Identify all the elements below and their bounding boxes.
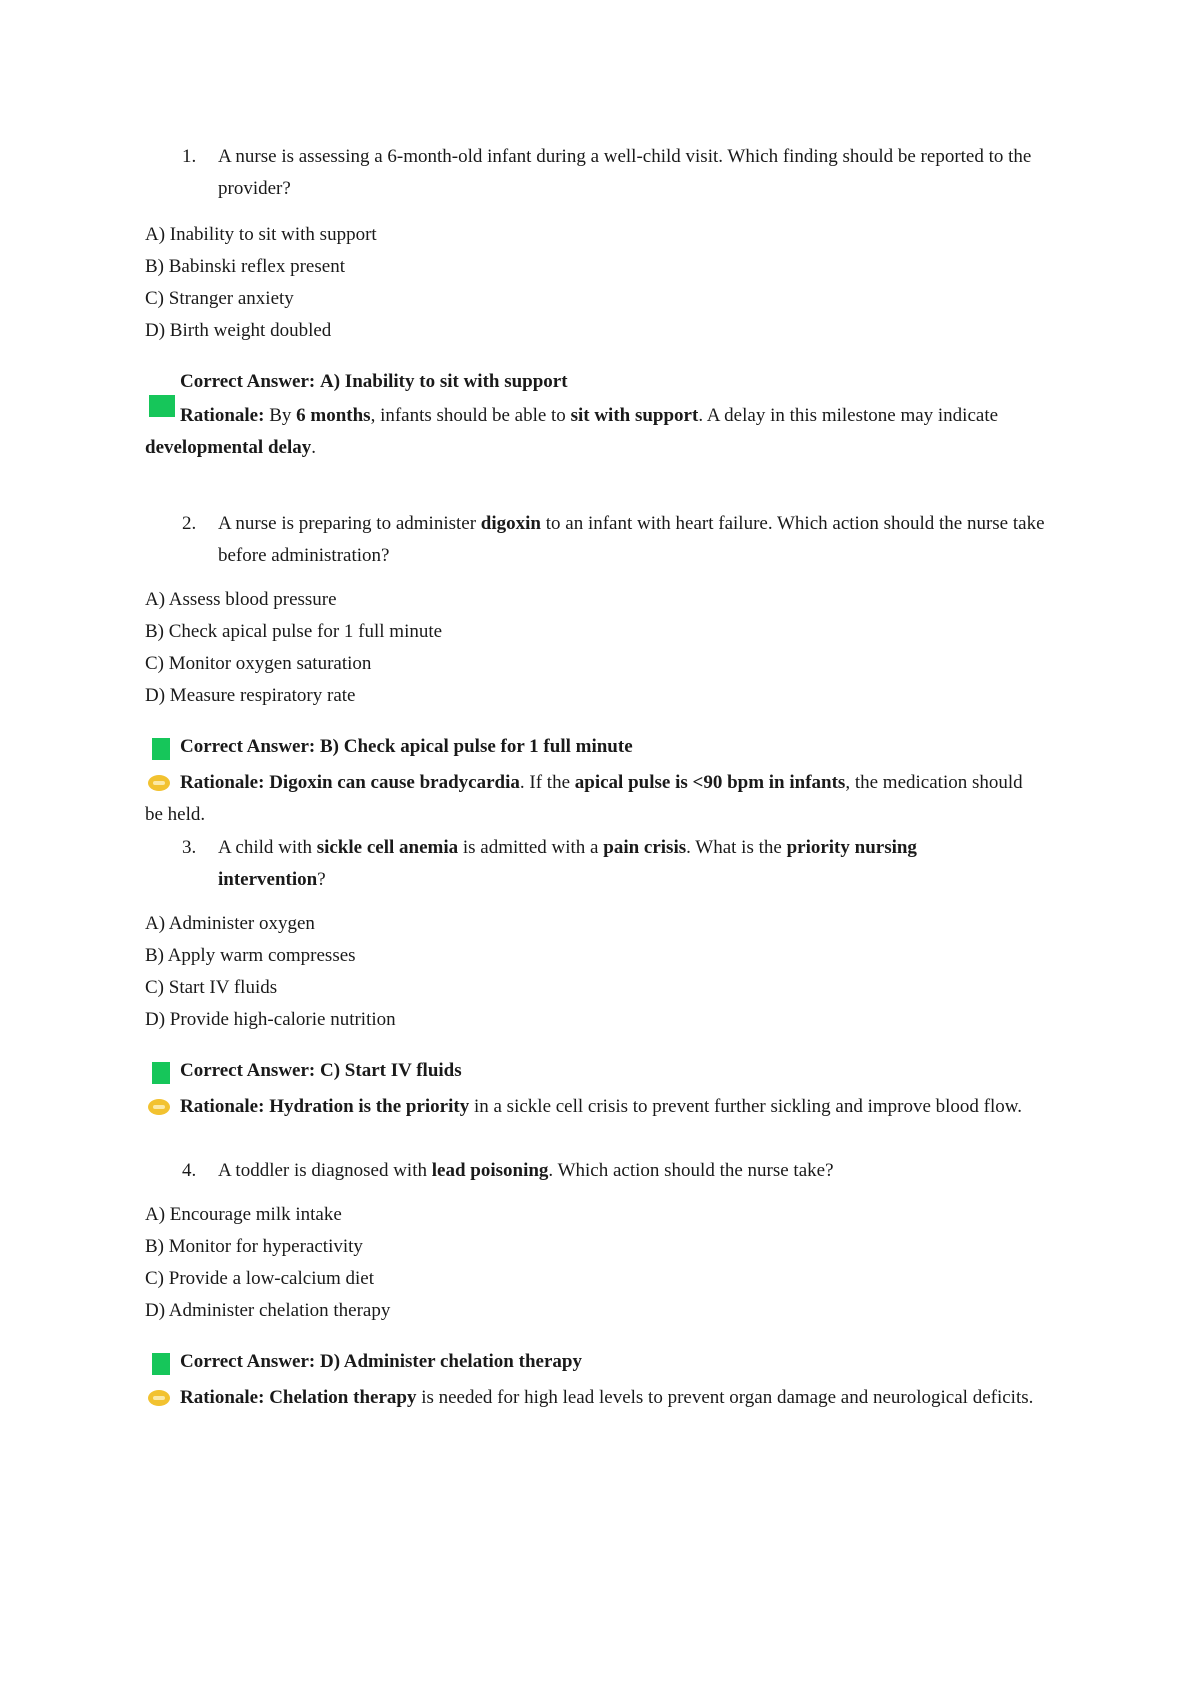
rationale-text: By 6 months, infants should be able to sit with support. A delay in this milestone may indicate developmental delay. — [145, 405, 999, 458]
options-list — [145, 219, 1045, 347]
rationale — [145, 1091, 1045, 1123]
option-c: C) Provide a low-calcium diet — [145, 1268, 374, 1289]
correct-answer-label: Correct Answer: — [180, 371, 316, 392]
question-4 — [145, 1155, 1045, 1414]
lightbulb-icon — [147, 1388, 171, 1408]
option-a: A) Encourage milk intake — [145, 1204, 342, 1225]
option-a: A) Inability to sit with support — [145, 224, 377, 245]
answer-block — [145, 1346, 1045, 1414]
question-text: A child with sickle cell anemia is admitted with a pain crisis. What is the priority nursing intervention? — [218, 837, 917, 890]
question-stem — [145, 508, 1045, 572]
option-d: D) Birth weight doubled — [145, 320, 332, 341]
question-number: 3. — [182, 837, 197, 858]
rationale-text: Digoxin can cause bradycardia. If the apical pulse is <90 bpm in infants, the medication should be held. — [145, 772, 1023, 825]
correct-answer-label: Correct Answer: — [180, 1060, 316, 1081]
correct-answer-value: B) Check apical pulse for 1 full minute — [320, 736, 633, 757]
correct-answer-value: C) Start IV fluids — [320, 1060, 462, 1081]
question-text: A nurse is assessing a 6-month-old infant during a well-child visit. Which finding should be reported to the provider? — [218, 146, 1032, 199]
question-1 — [145, 141, 1045, 464]
option-b: B) Babinski reflex present — [145, 256, 345, 277]
correct-answer — [145, 1346, 1045, 1378]
options-list — [145, 584, 1045, 712]
option-a: A) Assess blood pressure — [145, 589, 337, 610]
question-number: 1. — [182, 146, 197, 167]
correct-answer — [145, 1055, 1045, 1087]
question-stem — [145, 1155, 1045, 1187]
check-square-icon — [152, 738, 170, 760]
option-d: D) Provide high-calorie nutrition — [145, 1009, 396, 1030]
question-number: 2. — [182, 513, 197, 534]
rationale-label: Rationale: — [180, 772, 265, 793]
question-number: 4. — [182, 1160, 197, 1181]
question-3 — [145, 832, 1045, 1123]
answer-block — [145, 366, 1045, 464]
rationale-text: Chelation therapy is needed for high lead levels to prevent organ damage and neurological deficits. — [264, 1387, 1034, 1408]
options-list — [145, 908, 1045, 1036]
option-d: D) Administer chelation therapy — [145, 1300, 391, 1321]
answer-block — [145, 731, 1045, 831]
correct-answer-value: A) Inability to sit with support — [320, 371, 568, 392]
check-square-icon — [152, 1353, 170, 1375]
question-text: A nurse is preparing to administer digoxin to an infant with heart failure. Which action should the nurse take before administration? — [218, 513, 1045, 566]
lightbulb-icon — [147, 1097, 171, 1117]
option-b: B) Check apical pulse for 1 full minute — [145, 621, 443, 642]
lightbulb-icon — [147, 773, 171, 793]
option-b: B) Apply warm compresses — [145, 945, 356, 966]
option-c: C) Monitor oxygen saturation — [145, 653, 372, 674]
correct-answer — [145, 366, 1045, 398]
rationale-label: Rationale: — [180, 1096, 265, 1117]
answer-block — [145, 1055, 1045, 1123]
rationale-label: Rationale: — [180, 1387, 265, 1408]
rationale-label: Rationale: — [180, 405, 265, 426]
options-list — [145, 1199, 1045, 1327]
question-2 — [145, 508, 1045, 831]
rationale — [145, 400, 1045, 464]
correct-answer-label: Correct Answer: — [180, 736, 316, 757]
option-d: D) Measure respiratory rate — [145, 685, 356, 706]
correct-answer-label: Correct Answer: — [180, 1351, 316, 1372]
rationale — [145, 767, 1045, 831]
option-c: C) Stranger anxiety — [145, 288, 294, 309]
question-stem — [145, 141, 1045, 205]
question-text: A toddler is diagnosed with lead poisoning. Which action should the nurse take? — [218, 1160, 834, 1181]
question-stem — [145, 832, 1045, 896]
option-a: A) Administer oxygen — [145, 913, 315, 934]
option-b: B) Monitor for hyperactivity — [145, 1236, 363, 1257]
check-square-icon — [152, 1062, 170, 1084]
option-c: C) Start IV fluids — [145, 977, 278, 998]
rationale-text: Hydration is the priority in a sickle cell crisis to prevent further sickling and improve blood flow. — [264, 1096, 1023, 1117]
correct-answer-value: D) Administer chelation therapy — [320, 1351, 582, 1372]
correct-answer — [145, 731, 1045, 763]
rationale — [145, 1382, 1045, 1414]
check-square-icon — [149, 395, 175, 417]
